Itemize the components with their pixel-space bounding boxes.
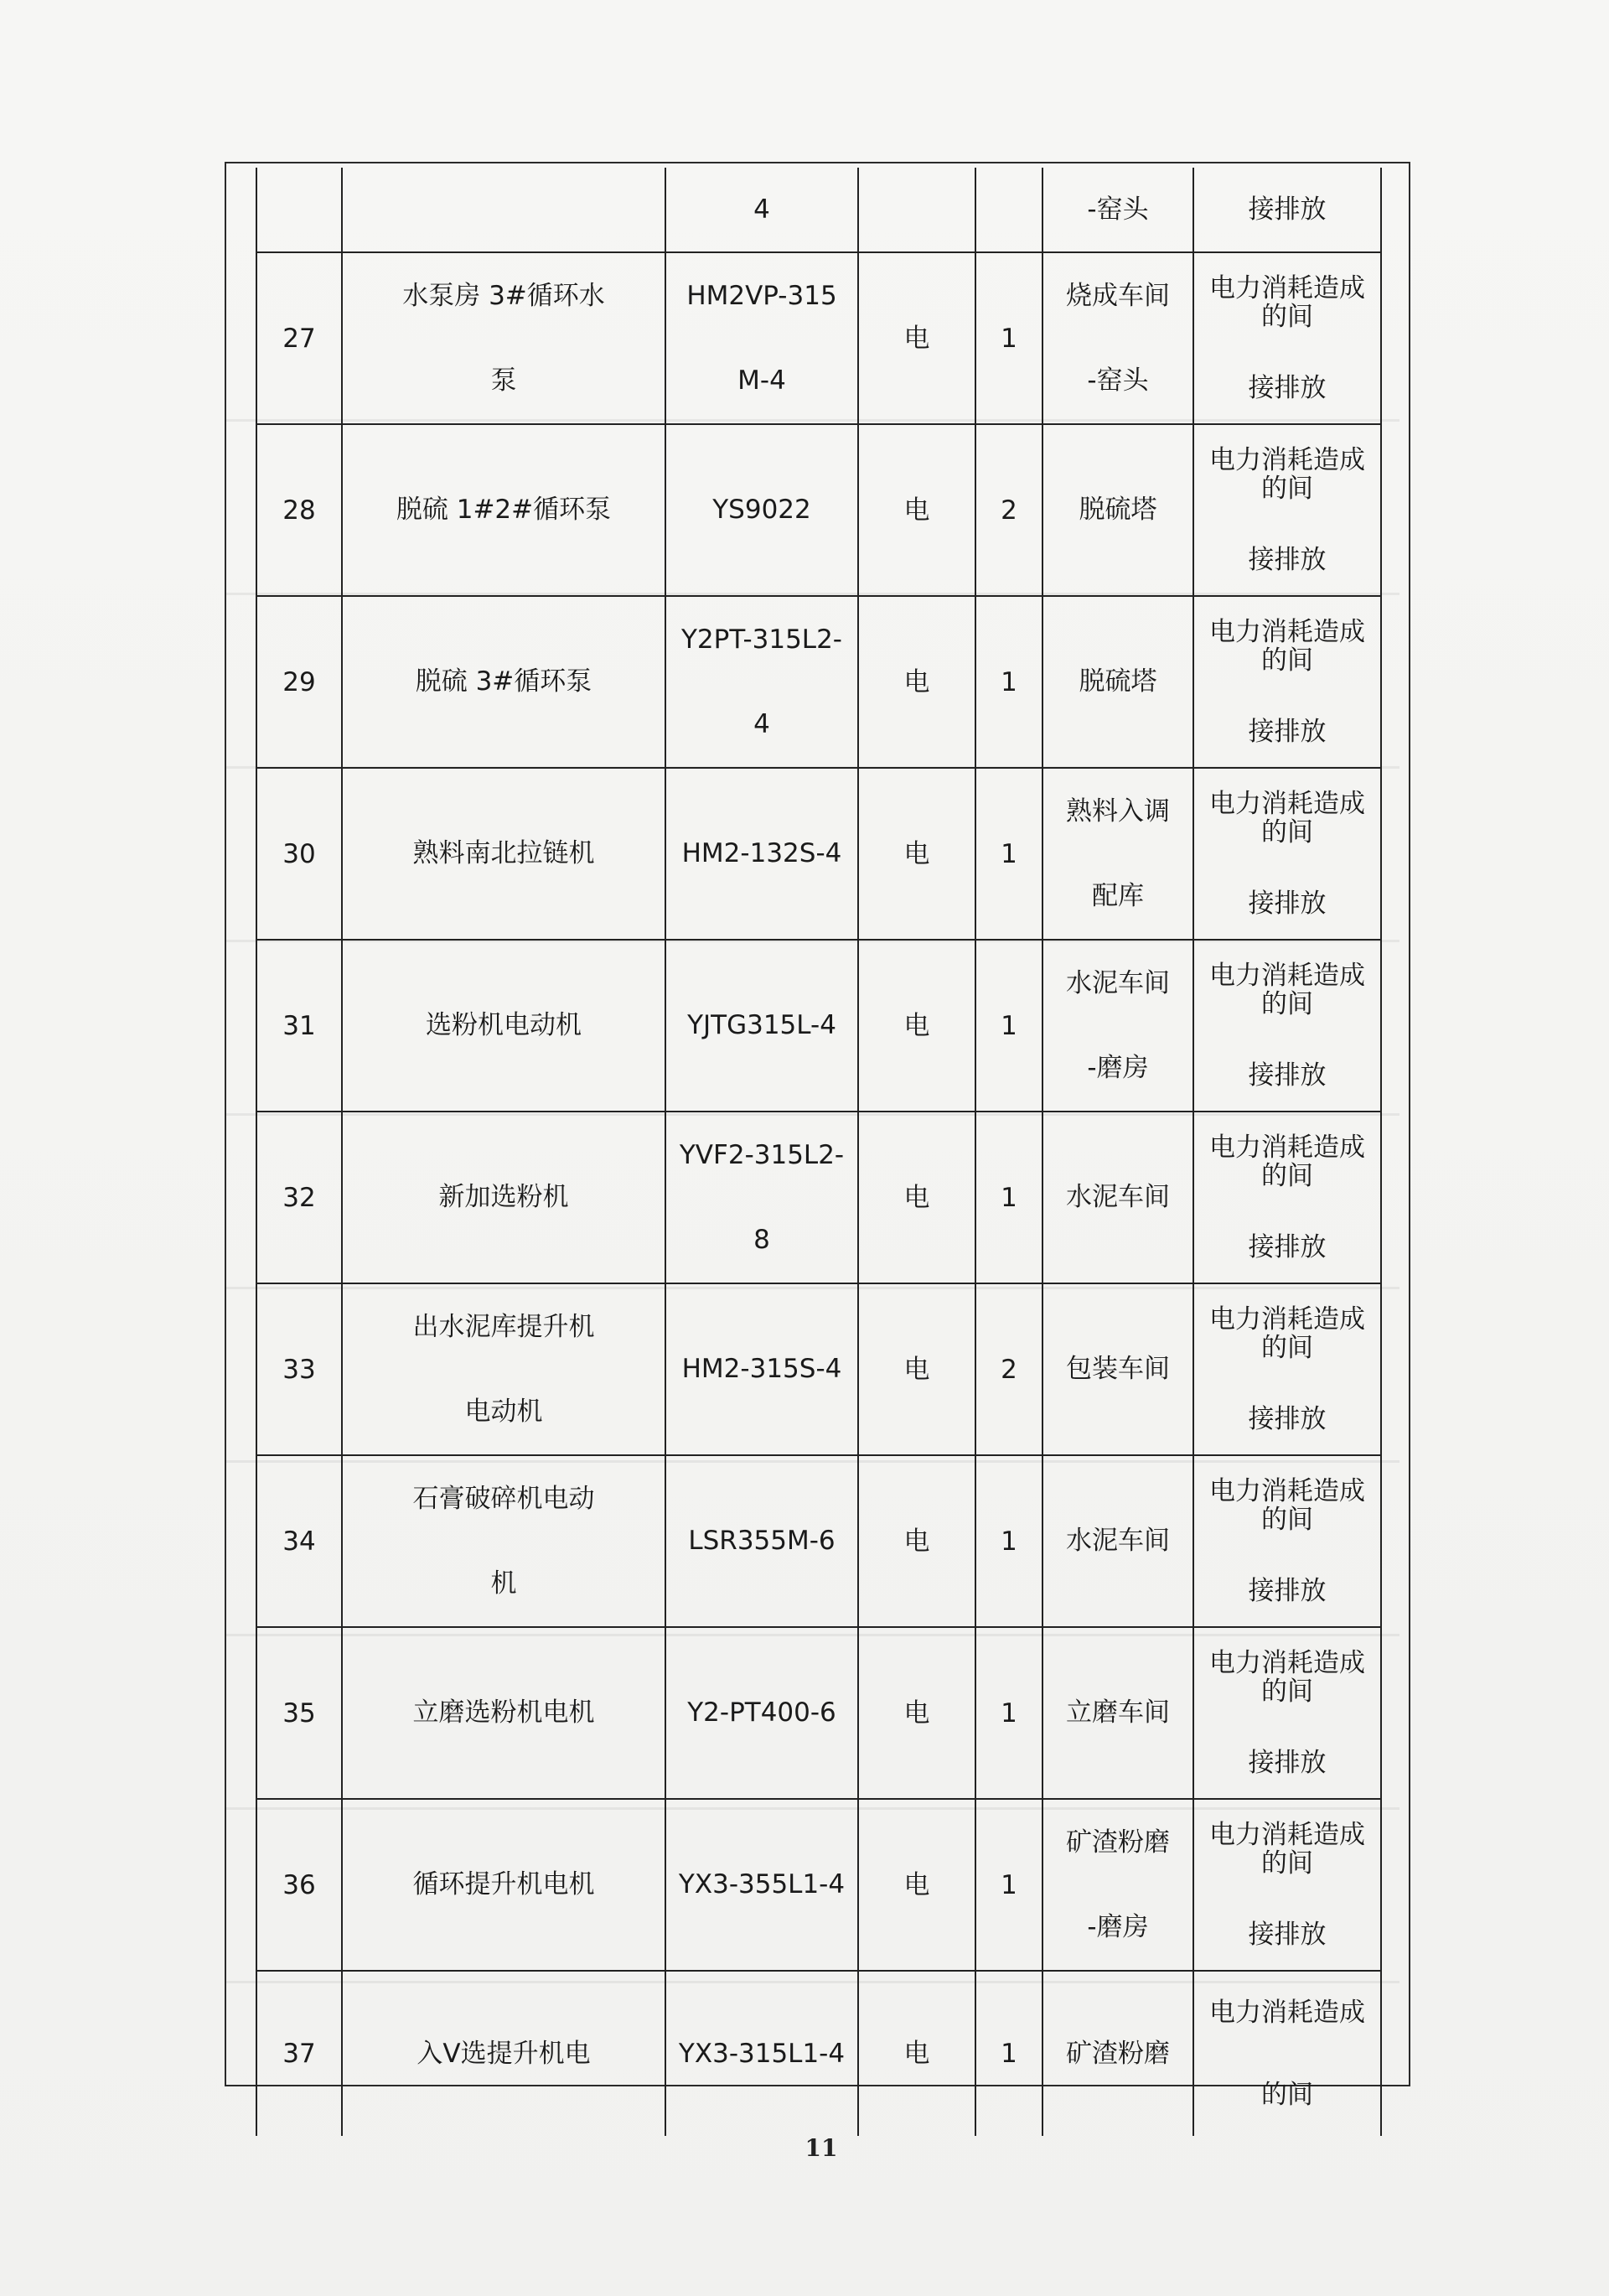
cell-energy: 电 bbox=[858, 1971, 975, 2136]
cell-impact: 电力消耗造成的间 接排放 bbox=[1193, 1455, 1381, 1627]
cell-name: 石膏破碎机电动 机 bbox=[342, 1455, 665, 1627]
table-row bbox=[256, 768, 1381, 940]
cell-impact: 电力消耗造成的间 接排放 bbox=[1193, 596, 1381, 768]
cell-qty: 1 bbox=[975, 1112, 1042, 1283]
cell-model: Y2PT-315L2- 4 bbox=[665, 596, 858, 768]
table-row bbox=[256, 1283, 1381, 1455]
cell-energy: 电 bbox=[858, 596, 975, 768]
cell-model: HM2-315S-4 bbox=[665, 1283, 858, 1455]
cell-model: LSR355M-6 bbox=[665, 1455, 858, 1627]
cell-qty bbox=[975, 168, 1042, 252]
cell-impact: 电力消耗造成的间 接排放 bbox=[1193, 1283, 1381, 1455]
cell-qty: 1 bbox=[975, 252, 1042, 424]
cell-no: 27 bbox=[256, 252, 342, 424]
cell-location: 水泥车间 bbox=[1042, 1455, 1193, 1627]
cell-no: 31 bbox=[256, 940, 342, 1112]
cell-energy: 电 bbox=[858, 1799, 975, 1971]
cell-impact: 电力消耗造成的间 接排放 bbox=[1193, 1799, 1381, 1971]
table-row bbox=[256, 1112, 1381, 1283]
table-row-partial bbox=[256, 1971, 1381, 2136]
cell-impact: 电力消耗造成的间 接排放 bbox=[1193, 940, 1381, 1112]
cell-name: 水泵房 3#循环水 泵 bbox=[342, 252, 665, 424]
cell-no: 34 bbox=[256, 1455, 342, 1627]
cell-name: 脱硫 3#循环泵 bbox=[342, 596, 665, 768]
table-row bbox=[256, 252, 1381, 424]
cell-location: 脱硫塔 bbox=[1042, 596, 1193, 768]
cell-impact: 电力消耗造成的间 接排放 bbox=[1193, 1112, 1381, 1283]
cell-impact: 电力消耗造成的间 bbox=[1193, 1971, 1381, 2136]
cell-model: YX3-355L1-4 bbox=[665, 1799, 858, 1971]
cell-model: YX3-315L1-4 bbox=[665, 1971, 858, 2136]
cell-model: HM2VP-315 M-4 bbox=[665, 252, 858, 424]
cell-location: 脱硫塔 bbox=[1042, 424, 1193, 596]
cell-impact: 电力消耗造成的间 接排放 bbox=[1193, 252, 1381, 424]
page-number: 11 bbox=[804, 2134, 838, 2162]
cell-model: 4 bbox=[665, 168, 858, 252]
cell-no: 35 bbox=[256, 1627, 342, 1799]
cell-qty: 1 bbox=[975, 1455, 1042, 1627]
cell-qty: 1 bbox=[975, 940, 1042, 1112]
table-row-continued bbox=[256, 168, 1381, 252]
cell-impact: 电力消耗造成的间 接排放 bbox=[1193, 1627, 1381, 1799]
cell-model: YVF2-315L2- 8 bbox=[665, 1112, 858, 1283]
cell-energy bbox=[858, 168, 975, 252]
cell-qty: 1 bbox=[975, 1627, 1042, 1799]
cell-model: Y2-PT400-6 bbox=[665, 1627, 858, 1799]
cell-name: 新加选粉机 bbox=[342, 1112, 665, 1283]
cell-name: 脱硫 1#2#循环泵 bbox=[342, 424, 665, 596]
table-row bbox=[256, 596, 1381, 768]
cell-energy: 电 bbox=[858, 252, 975, 424]
table-row bbox=[256, 424, 1381, 596]
cell-model: YJTG315L-4 bbox=[665, 940, 858, 1112]
table-row bbox=[256, 1799, 1381, 1971]
table-row bbox=[256, 1455, 1381, 1627]
cell-energy: 电 bbox=[858, 1283, 975, 1455]
cell-name: 选粉机电动机 bbox=[342, 940, 665, 1112]
cell-location: -窑头 bbox=[1042, 168, 1193, 252]
cell-no: 37 bbox=[256, 1971, 342, 2136]
cell-energy: 电 bbox=[858, 768, 975, 940]
cell-location: 熟料入调 配库 bbox=[1042, 768, 1193, 940]
cell-location: 水泥车间 -磨房 bbox=[1042, 940, 1193, 1112]
cell-no: 30 bbox=[256, 768, 342, 940]
cell-location: 水泥车间 bbox=[1042, 1112, 1193, 1283]
cell-energy: 电 bbox=[858, 424, 975, 596]
cell-no: 36 bbox=[256, 1799, 342, 1971]
cell-name: 出水泥库提升机 电动机 bbox=[342, 1283, 665, 1455]
cell-location: 矿渣粉磨 -磨房 bbox=[1042, 1799, 1193, 1971]
cell-location: 烧成车间 -窑头 bbox=[1042, 252, 1193, 424]
cell-location: 立磨车间 bbox=[1042, 1627, 1193, 1799]
table-row bbox=[256, 940, 1381, 1112]
cell-name: 立磨选粉机电机 bbox=[342, 1627, 665, 1799]
cell-qty: 1 bbox=[975, 1799, 1042, 1971]
cell-no: 33 bbox=[256, 1283, 342, 1455]
cell-qty: 2 bbox=[975, 424, 1042, 596]
cell-model: HM2-132S-4 bbox=[665, 768, 858, 940]
cell-no: 32 bbox=[256, 1112, 342, 1283]
cell-qty: 1 bbox=[975, 596, 1042, 768]
cell-location: 包装车间 bbox=[1042, 1283, 1193, 1455]
cell-no: 29 bbox=[256, 596, 342, 768]
cell-qty: 2 bbox=[975, 1283, 1042, 1455]
cell-name: 入Ⅴ选提升机电 bbox=[342, 1971, 665, 2136]
cell-no: 28 bbox=[256, 424, 342, 596]
cell-name: 循环提升机电机 bbox=[342, 1799, 665, 1971]
cell-energy: 电 bbox=[858, 1455, 975, 1627]
cell-impact: 电力消耗造成的间 接排放 bbox=[1193, 768, 1381, 940]
cell-name: 熟料南北拉链机 bbox=[342, 768, 665, 940]
equipment-table bbox=[256, 168, 1382, 2136]
cell-model: YS9022 bbox=[665, 424, 858, 596]
cell-qty: 1 bbox=[975, 768, 1042, 940]
cell-no bbox=[256, 168, 342, 252]
cell-energy: 电 bbox=[858, 1627, 975, 1799]
cell-qty: 1 bbox=[975, 1971, 1042, 2136]
cell-impact: 接排放 bbox=[1193, 168, 1381, 252]
cell-name bbox=[342, 168, 665, 252]
cell-impact: 电力消耗造成的间 接排放 bbox=[1193, 424, 1381, 596]
cell-location: 矿渣粉磨 bbox=[1042, 1971, 1193, 2136]
cell-energy: 电 bbox=[858, 1112, 975, 1283]
table-row bbox=[256, 1627, 1381, 1799]
cell-energy: 电 bbox=[858, 940, 975, 1112]
